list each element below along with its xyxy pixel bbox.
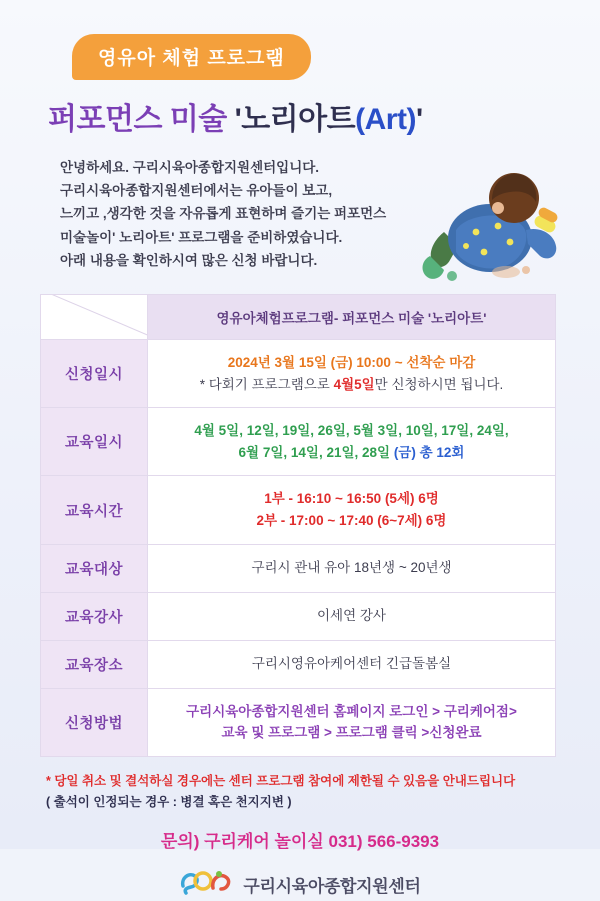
row-value-line <box>158 510 545 532</box>
row-value-segment: 구리시영유아케어센터 긴급돌봄실 <box>251 656 452 672</box>
intro-line-4: 미술놀이' 노리아트' 프로그램을 준비하였습니다. <box>60 229 343 245</box>
row-value-segment: 구리시 관내 유아 18년생 ~ 20년생 <box>251 560 452 576</box>
row-value-segment: 이세연 강사 <box>317 608 386 624</box>
title-part-2: '노리아트 <box>234 103 356 136</box>
table-row <box>41 408 556 476</box>
row-value-line <box>158 653 545 675</box>
row-label: 신청방법 <box>41 688 148 756</box>
row-value-line <box>158 488 545 510</box>
brand-line <box>40 868 560 901</box>
row-label: 교육장소 <box>41 640 148 688</box>
program-badge: 영유아 체험 프로그램 <box>72 34 311 80</box>
row-value <box>148 476 556 544</box>
row-value-line <box>158 557 545 579</box>
intro-paragraph <box>60 156 460 272</box>
row-value-line <box>158 701 545 723</box>
table-row <box>41 688 556 756</box>
brand-name: 구리시육아종합지원센터 <box>243 877 421 897</box>
row-value-line <box>158 352 545 374</box>
row-label: 교육시간 <box>41 476 148 544</box>
row-value-line <box>158 722 545 744</box>
row-value-segment: 만 신청하시면 됩니다. <box>374 376 504 392</box>
intro-line-3: 느끼고 ,생각한 것을 자유롭게 표현하며 즐기는 퍼포먼스 <box>60 206 387 222</box>
row-label: 교육일시 <box>41 408 148 476</box>
row-value-segment: 2부 - 17:00 ~ 17:40 (6~7세) 6명 <box>256 513 447 529</box>
row-value <box>148 408 556 476</box>
intro-line-1: 안녕하세요. 구리시육아종합지원센터입니다. <box>60 160 320 175</box>
title-part-1: 퍼포먼스 미술 <box>48 103 227 136</box>
child-painting-illustration <box>406 160 566 290</box>
program-info-table <box>40 294 556 757</box>
table-row <box>41 640 556 688</box>
row-value <box>148 688 556 756</box>
row-value <box>148 544 556 592</box>
title-part-4: ' <box>415 103 423 136</box>
table-row <box>41 340 556 408</box>
row-value-segment: 1부 - 16:10 ~ 16:50 (5세) 6명 <box>264 491 439 507</box>
table-row <box>41 476 556 544</box>
row-value-line <box>158 442 545 464</box>
row-value-segment: 2024년 3월 15일 (금) 10:00 ~ 선착순 마감 <box>227 355 476 371</box>
row-value-line <box>158 374 545 396</box>
footer-notes <box>46 771 560 814</box>
row-label: 교육대상 <box>41 544 148 592</box>
table-row <box>41 592 556 640</box>
table-row <box>41 544 556 592</box>
center-logo-icon <box>179 868 233 901</box>
info-table-wrap <box>40 294 560 757</box>
row-value-segment: 6월 7일, 14일, 21일, 28일 <box>238 444 394 460</box>
row-value-segment: 4월 5일, 12일, 19일, 26일, 5월 3일, 10일, 17일, 24일, <box>194 423 509 439</box>
row-value-line <box>158 605 545 627</box>
row-value-segment: 구리시육아종합지원센터 홈페이지 로그인 > 구리케어점> <box>186 703 517 719</box>
row-value-segment: 4월5일 <box>333 376 375 392</box>
row-value <box>148 592 556 640</box>
note-line-2: ( 출석이 인정되는 경우 : 병결 혹은 천지지변 ) <box>46 795 292 810</box>
row-label: 교육강사 <box>41 592 148 640</box>
row-value <box>148 640 556 688</box>
contact-line: 문의) 구리케어 놀이실 031) 566-9393 <box>160 832 440 852</box>
program-info-body <box>41 295 556 757</box>
row-value-segment: * 다회기 프로그램으로 <box>199 376 334 392</box>
table-header-title: 영유아체험프로그램- 퍼포먼스 미술 '노리아트' <box>148 295 556 340</box>
row-value-line <box>158 420 545 442</box>
row-label: 신청일시 <box>41 340 148 408</box>
title-part-3: (Art) <box>355 103 416 136</box>
intro-line-2: 구리시육아종합지원센터에서는 유아들이 보고, <box>60 183 333 199</box>
table-header-row <box>41 295 556 340</box>
page-title <box>48 94 560 138</box>
row-value <box>148 340 556 408</box>
row-value-segment: 교육 및 프로그램 > 프로그램 클릭 >신청완료 <box>221 725 482 741</box>
row-value-segment: (금) 총 12회 <box>393 444 465 460</box>
badge-row <box>72 0 560 80</box>
table-corner-cell <box>41 295 148 340</box>
intro-line-5: 아래 내용을 확인하시여 많은 신청 바랍니다. <box>60 252 318 268</box>
note-line-1: * 당일 취소 및 결석하실 경우에는 센터 프로그램 참여에 제한될 수 있음을 안내드립니다 <box>46 773 516 788</box>
